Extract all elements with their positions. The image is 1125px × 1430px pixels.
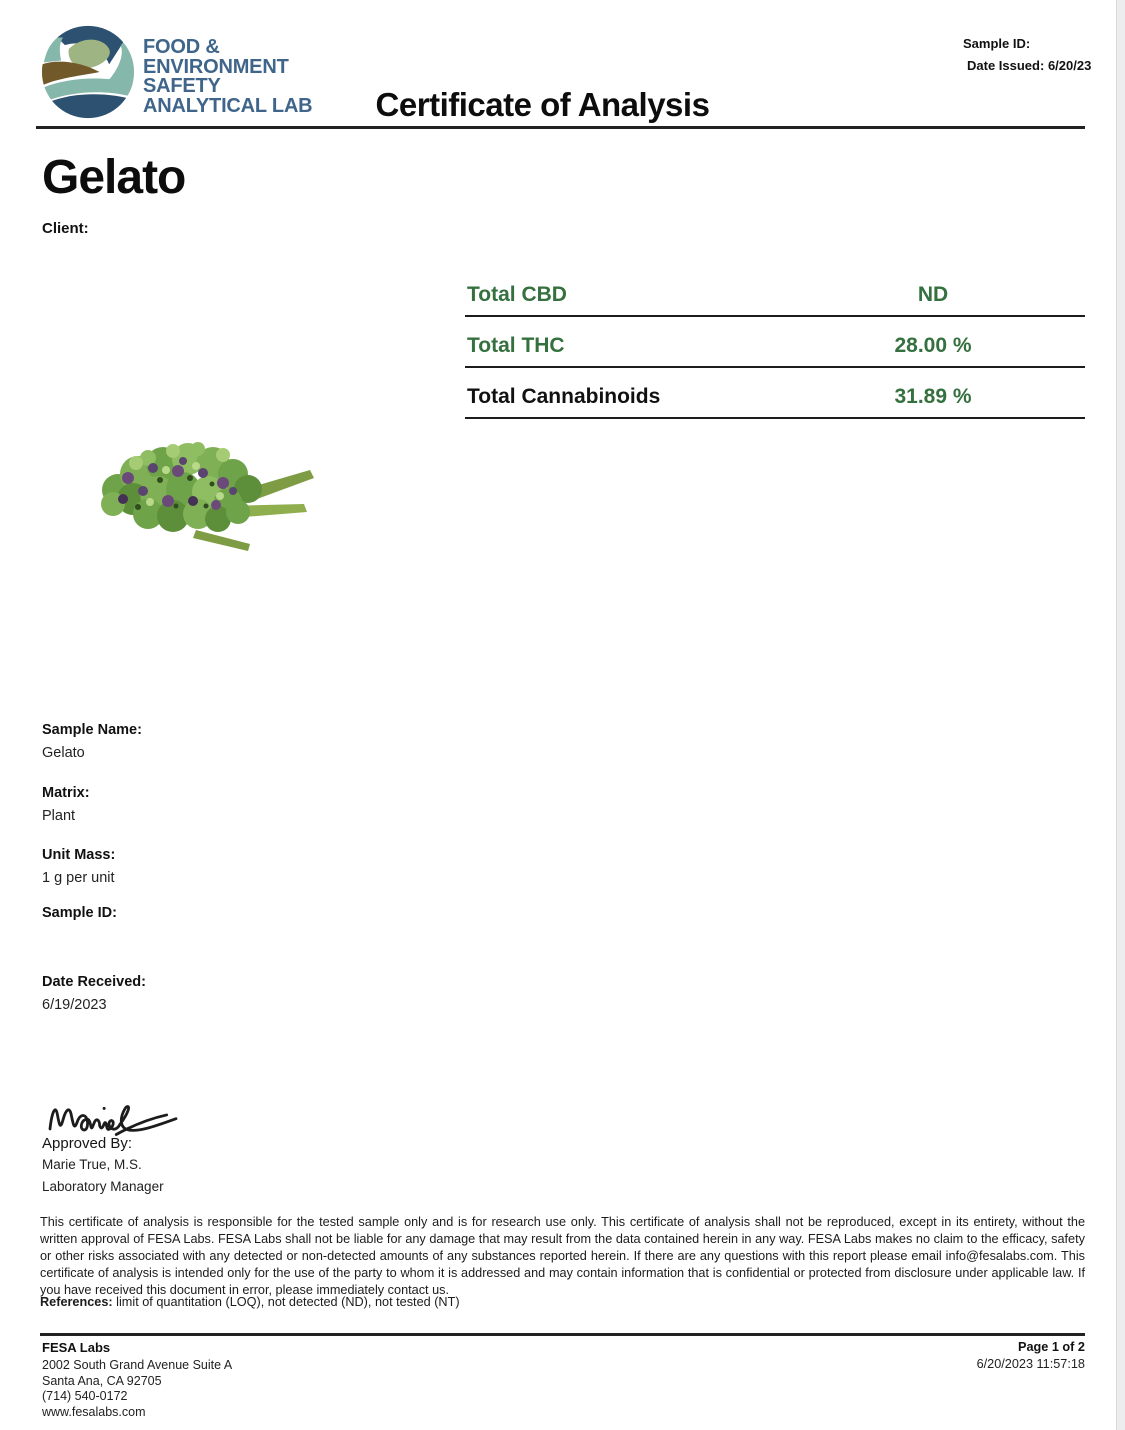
potency-results-table	[465, 281, 1085, 419]
footer-lab-name: FESA Labs	[42, 1340, 111, 1355]
approver-name: Marie True, M.S.	[42, 1157, 142, 1172]
client-label: Client:	[42, 220, 89, 237]
table-row	[465, 281, 1085, 317]
field-value: 6/19/2023	[42, 997, 107, 1013]
approver-title: Laboratory Manager	[42, 1179, 164, 1194]
date-issued-field: Date Issued: 6/20/23	[967, 58, 1092, 73]
field-value: 1 g per unit	[42, 870, 115, 886]
header-divider	[36, 126, 1085, 129]
references-line	[40, 1295, 1085, 1309]
footer-address	[42, 1358, 232, 1420]
field-unit-mass	[42, 847, 442, 886]
result-label: Total THC	[467, 334, 565, 357]
address-line: 2002 South Grand Avenue Suite A	[42, 1358, 233, 1372]
website-link: www.fesalabs.com	[42, 1404, 146, 1419]
field-label: Unit Mass:	[42, 847, 116, 863]
field-value: Gelato	[42, 745, 85, 761]
lab-name-line: ENVIRONMENT	[143, 55, 289, 78]
field-label: Matrix:	[42, 785, 90, 801]
document-title: Certificate of Analysis	[375, 86, 710, 123]
field-matrix	[42, 785, 442, 824]
address-line: Santa Ana, CA 92705	[42, 1373, 162, 1388]
legal-disclaimer: This certificate of analysis is responsible for the tested sample only and is for research use only. This certificate of analysis shall not be reproduced, except in its entirety, without the written approval of FESA Labs. FESA Labs shall not be liable for any damage that may result from the data contained herein in any way. FESA Labs makes no claim to the efficacy, safety or other risks associated with any detected or non-detected amounts of any substances reported herein. If there are any questions with this report please email info@fesalabs.com. This certificate of analysis is intended only for the use of the party to whom it is addressed and may contain information that is confidential or protected from disclosure under applicable law. If you have received this document in error, please immediately contact us.	[40, 1215, 1085, 1297]
references-label: References:	[40, 1295, 113, 1309]
lab-name-line: ANALYTICAL LAB	[143, 94, 313, 117]
result-value: 28.00 %	[894, 334, 972, 357]
table-row	[465, 368, 1085, 419]
field-label: Date Received:	[42, 974, 146, 990]
approver-signature	[40, 1086, 200, 1142]
field-sample-id	[42, 905, 442, 928]
references-text: limit of quantitation (LOQ), not detected (ND), not tested (NT)	[112, 1295, 460, 1309]
product-name-heading: Gelato	[42, 151, 186, 204]
date-issued-value: 6/20/23	[1047, 58, 1092, 73]
lab-name-line: SAFETY	[143, 75, 221, 97]
table-row	[465, 317, 1085, 368]
result-value: 31.89 %	[894, 385, 972, 408]
lab-name-line: FOOD &	[143, 36, 220, 58]
result-label: Total CBD	[467, 283, 567, 306]
sample-photo	[78, 412, 322, 560]
header-meta	[963, 33, 1091, 77]
page-number: Page 1 of 2	[1018, 1340, 1085, 1354]
approved-by-label: Approved By:	[42, 1135, 133, 1152]
field-value: Plant	[42, 808, 76, 824]
field-label: Sample ID:	[42, 905, 117, 921]
footer-divider	[40, 1333, 1085, 1336]
page-edge-strip	[1116, 0, 1125, 1430]
print-timestamp: 6/20/2023 11:57:18	[976, 1357, 1085, 1371]
field-sample-name	[42, 722, 442, 761]
address-line: (714) 540-0172	[42, 1389, 128, 1403]
field-date-received	[42, 974, 442, 1013]
sample-id-field: Sample ID:	[963, 36, 1031, 51]
field-label: Sample Name:	[42, 722, 142, 738]
result-label: Total Cannabinoids	[467, 385, 661, 408]
result-value: ND	[917, 283, 949, 306]
